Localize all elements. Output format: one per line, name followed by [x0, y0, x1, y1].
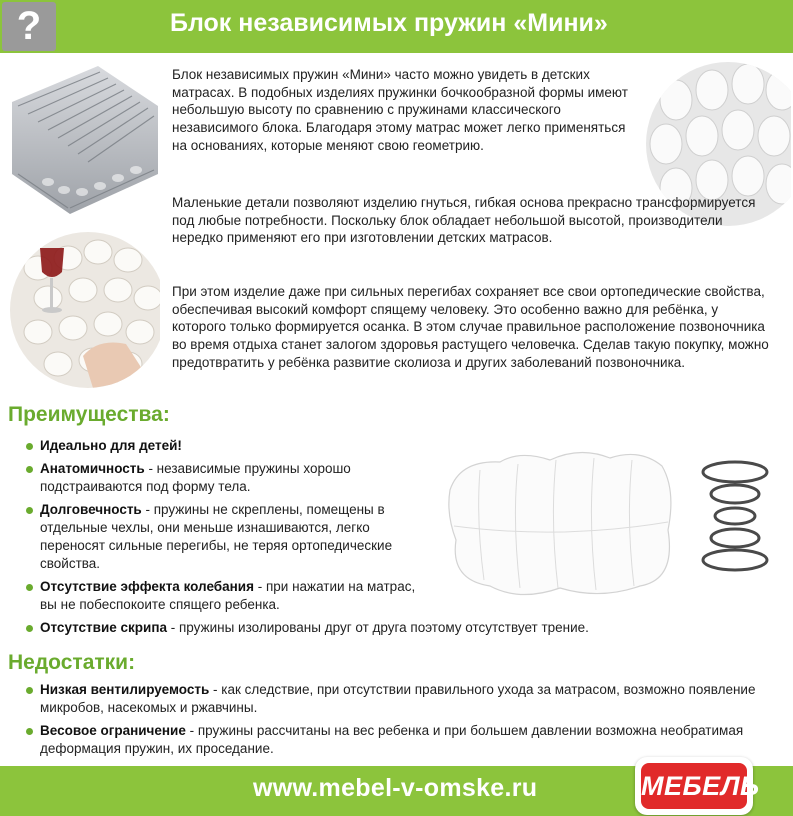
list-item	[24, 460, 420, 496]
item-title: Низкая вентилируемость	[40, 682, 210, 697]
list-item	[24, 578, 420, 614]
list-item	[24, 501, 420, 573]
item-text: - при нажатии на матрас, вы не побеспокоите спящего ребенка.	[40, 579, 416, 612]
item-text: - пружины изолированы друг от друга поэтому отсутствует трение.	[167, 620, 589, 635]
advantages-heading: Преимущества:	[8, 403, 170, 426]
list-item	[24, 681, 784, 717]
spring-block-photo	[8, 62, 160, 220]
footer-bar	[0, 766, 793, 816]
item-title: Идеально для детей!	[40, 438, 182, 453]
intro-paragraph-2: Маленькие детали позволяют изделию гнуться, гибкая основа прекрасно трансформируется под любые потребности. Поскольку блок обладает небольшой высотой, производители нередко применяют его при изготовлении детских матрасов.	[172, 195, 756, 246]
question-icon: ?	[2, 2, 56, 51]
item-text: - независимые пружины хорошо подстраиваются под форму тела.	[40, 461, 351, 494]
intro-paragraph-1: Блок независимых пружин «Мини» часто можно увидеть в детских матрасах. В подобных изделиях пружинки бочкообразной формы имеют небольшую высоту по сравнению с пружинами классического независимого блока. Благодаря этому матрас может легко применяться на основаниях, которые меняют свою геометрию.	[172, 67, 628, 153]
logo-text: МЕБЕЛЬ	[641, 763, 747, 809]
list-item	[24, 437, 420, 455]
item-title: Отсутствие скрипа	[40, 620, 167, 635]
wine-glass-photo	[8, 228, 160, 388]
item-text: - пружины рассчитаны на вес ребенка и при большем давлении возможна необратимая деформация пружин, их проседание.	[40, 723, 744, 756]
website-link[interactable]: www.mebel-v-omske.ru	[253, 774, 538, 802]
item-title: Весовое ограничение	[40, 723, 186, 738]
header-bar	[0, 0, 793, 53]
item-title: Долговечность	[40, 502, 142, 517]
item-title: Анатомичность	[40, 461, 145, 476]
page-title: Блок независимых пружин «Мини»	[170, 9, 608, 37]
item-title: Отсутствие эффекта колебания	[40, 579, 254, 594]
disadvantages-heading: Недостатки:	[8, 651, 136, 674]
list-item	[24, 722, 784, 758]
list-item	[24, 619, 704, 637]
pocket-spring-and-coil-photo	[440, 430, 785, 610]
brand-logo	[635, 757, 760, 815]
intro-paragraph-3: При этом изделие даже при сильных перегибах сохраняет все свои ортопедические свойства, обеспечивая высокий комфорт спящему человеку. Это особенно важно для ребёнка, у которого только формируется осанка. В этом случае правильное расположение позвоночника во время отдыха станет залогом здоровья растущего человечка. Сделав такую покупку, можно предотвратить у ребёнка развитие сколиоза и других заболеваний позвоночника.	[172, 284, 769, 370]
item-text: - как следствие, при отсутствии правильного ухода за матрасом, возможно появление микробов, насекомых и ржавчины.	[40, 682, 756, 715]
disadvantages-list	[24, 681, 784, 763]
item-text: - пружины не скреплены, помещены в отдельные чехлы, они меньше изнашиваются, легко переносят сильные перегибы, не теряя ортопедические свойства.	[40, 502, 393, 571]
